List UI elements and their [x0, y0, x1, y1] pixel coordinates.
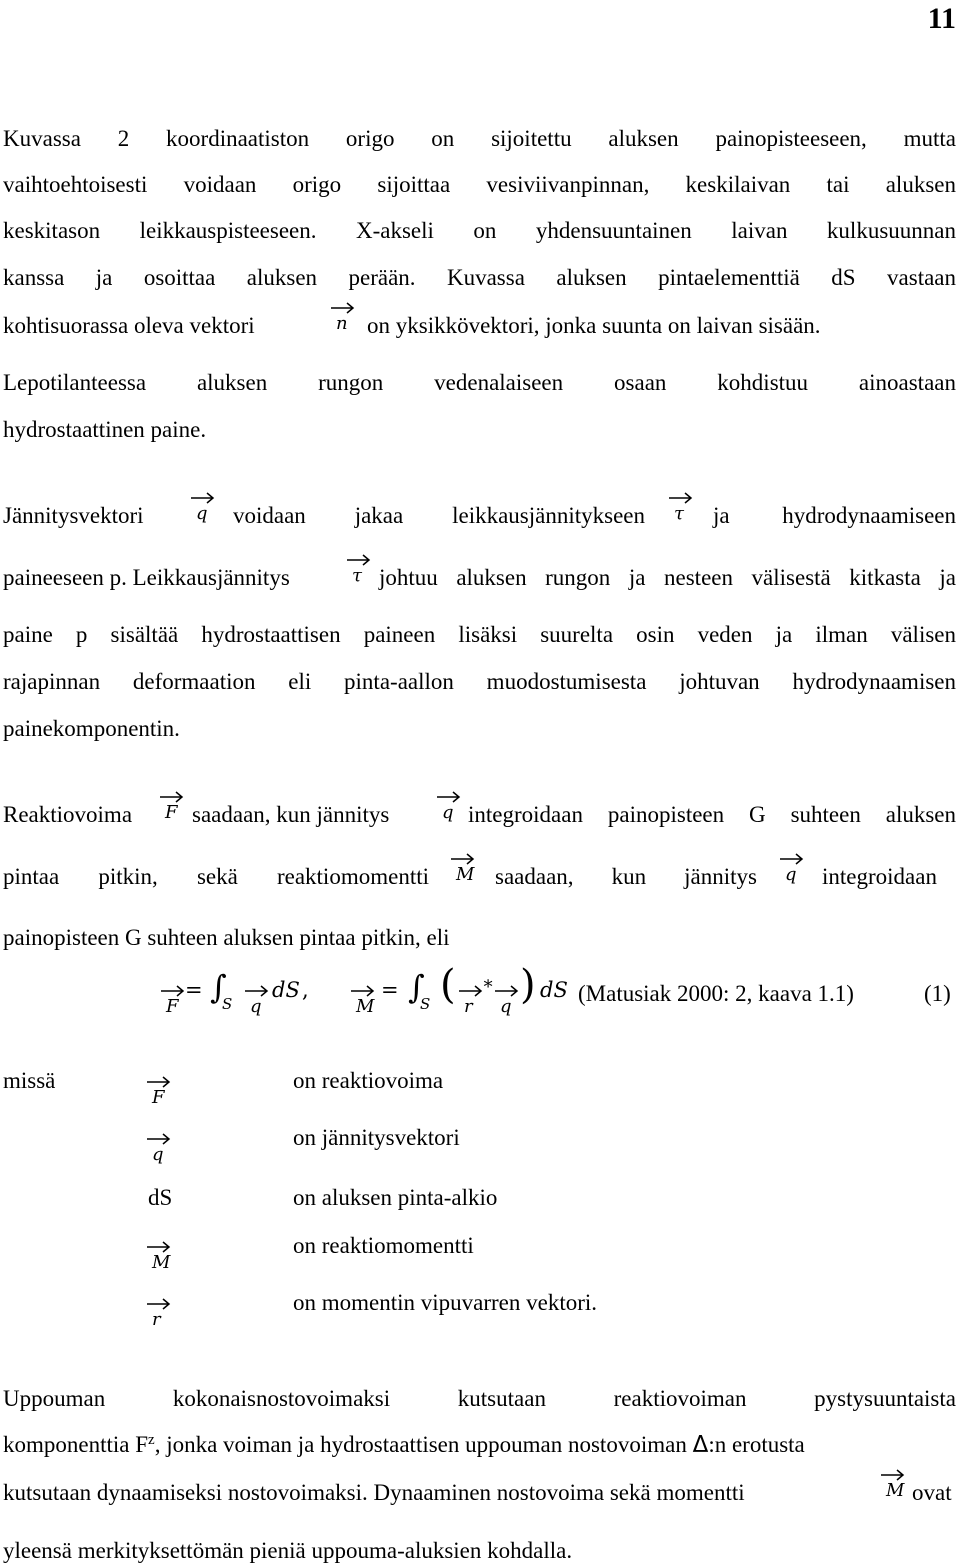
- right-paren: ): [520, 962, 536, 1008]
- equation-comma: ,: [302, 978, 309, 1002]
- vector-q-symbol: q: [244, 984, 284, 1024]
- vector-r-symbol: r: [458, 984, 498, 1024]
- text-line: yleensä merkityksettömän pieniä uppouma-aluksien kohdalla.: [3, 1538, 573, 1563]
- vector-M-symbol: M: [146, 1240, 186, 1280]
- definition-text: on aluksen pinta-alkio: [293, 1185, 498, 1210]
- text-fragment: komponenttia F: [3, 1432, 149, 1457]
- text-fragment: Reaktiovoima: [3, 802, 133, 827]
- text-line: paine p sisältää hydrostaattisen paineen lisäksi suurelta osin veden ja ilman välisen: [3, 622, 956, 647]
- integral-domain: S: [222, 995, 233, 1013]
- vector-tau-symbol: τ: [668, 491, 708, 531]
- text-fragment: on yksikkövektori, jonka suunta on laivan sisään.: [367, 313, 821, 338]
- text-line: [3, 1432, 956, 1458]
- text-fragment: , jonka voiman ja hydrostaattisen uppouman nostovoiman: [154, 1432, 693, 1457]
- equation-number: (1): [924, 981, 951, 1006]
- integral-sign: ∫: [210, 968, 227, 1006]
- text-fragment: saadaan, kun jännitys: [495, 864, 757, 889]
- vector-F-symbol: F: [159, 790, 199, 830]
- text-fragment: johtuu aluksen rungon ja nesteen välisestä kitkasta ja: [379, 565, 956, 590]
- vector-M-symbol: M: [880, 1468, 920, 1508]
- definition-text: on reaktiovoima: [293, 1068, 444, 1093]
- text-line: Lepotilanteessa aluksen rungon vedenalaiseen osaan kohdistuu ainoastaan: [3, 370, 956, 395]
- text-fragment: pintaa pitkin, sekä reaktiomomentti: [3, 864, 429, 889]
- vector-n-symbol: n: [330, 301, 370, 341]
- definition-text: on reaktiomomentti: [293, 1233, 474, 1258]
- definition-symbol: dS: [148, 1185, 173, 1210]
- text-fragment: ja hydrodynaamiseen: [713, 503, 956, 528]
- equals-sign: =: [185, 978, 203, 1002]
- definition-text: on momentin vipuvarren vektori.: [293, 1290, 598, 1315]
- vector-F-symbol: F: [160, 984, 200, 1024]
- integral-domain: S: [420, 995, 431, 1013]
- vector-tau-symbol: τ: [346, 553, 386, 593]
- text-fragment: integroidaan painopisteen G suhteen aluksen: [468, 802, 956, 827]
- text-fragment: voidaan jakaa leikkausjännitykseen: [233, 503, 645, 528]
- vector-M-symbol: M: [350, 984, 390, 1024]
- vector-M-symbol: M: [450, 852, 490, 892]
- vector-q-symbol: q: [436, 790, 476, 830]
- definition-text: on jännitysvektori: [293, 1125, 460, 1150]
- subscript: z: [148, 1432, 155, 1448]
- equals-sign: =: [381, 978, 399, 1002]
- area-element: dS: [540, 978, 568, 1002]
- cross-product-sign: ∗: [482, 973, 495, 994]
- text-line: painekomponentin.: [3, 716, 180, 741]
- definitions-intro: missä: [3, 1068, 56, 1093]
- text-line: Uppouman kokonaisnostovoimaksi kutsutaan reaktiovoiman pystysuuntaista: [3, 1386, 956, 1411]
- vector-F-symbol: F: [146, 1075, 186, 1115]
- text-fragment: paineeseen p. Leikkausjännitys: [3, 565, 290, 590]
- text-fragment: integroidaan: [822, 864, 937, 889]
- text-fragment: kohtisuorassa oleva vektori: [3, 313, 255, 338]
- vector-q-symbol: q: [494, 984, 534, 1024]
- delta-symbol: Δ: [692, 1432, 709, 1458]
- page-number: 11: [927, 2, 956, 35]
- vector-r-symbol: r: [146, 1297, 186, 1337]
- text-fragment: Jännitysvektori: [3, 503, 144, 528]
- area-element: dS: [272, 978, 300, 1002]
- integral-sign: ∫: [408, 968, 425, 1006]
- text-line: painopisteen G suhteen aluksen pintaa pitkin, eli: [3, 925, 450, 950]
- vector-q-symbol: q: [779, 852, 819, 892]
- text-fragment: :n erotusta: [708, 1432, 805, 1457]
- vector-q-symbol: q: [190, 491, 230, 531]
- text-fragment: kutsutaan dynaamiseksi nostovoimaksi. Dynaaminen nostovoima sekä momentti: [3, 1480, 745, 1505]
- text-fragment: ovat: [912, 1480, 952, 1505]
- text-fragment: saadaan, kun jännitys: [192, 802, 390, 827]
- text-line: vaihtoehtoisesti voidaan origo sijoittaa vesiviivanpinnan, keskilaivan tai aluksen: [3, 172, 956, 197]
- left-paren: (: [440, 962, 456, 1008]
- text-line: kanssa ja osoittaa aluksen perään. Kuvassa aluksen pintaelementtiä dS vastaan: [3, 265, 956, 290]
- text-line: rajapinnan deformaation eli pinta-aallon muodostumisesta johtuvan hydrodynaamisen: [3, 669, 956, 694]
- text-line: Kuvassa 2 koordinaatiston origo on sijoitettu aluksen painopisteeseen, mutta: [3, 126, 956, 151]
- equation-citation: (Matusiak 2000: 2, kaava 1.1): [578, 981, 854, 1006]
- text-line: hydrostaattinen paine.: [3, 417, 207, 442]
- text-line: keskitason leikkauspisteeseen. X-akseli on yhdensuuntainen laivan kulkusuunnan: [3, 218, 956, 243]
- vector-q-symbol: q: [146, 1132, 186, 1172]
